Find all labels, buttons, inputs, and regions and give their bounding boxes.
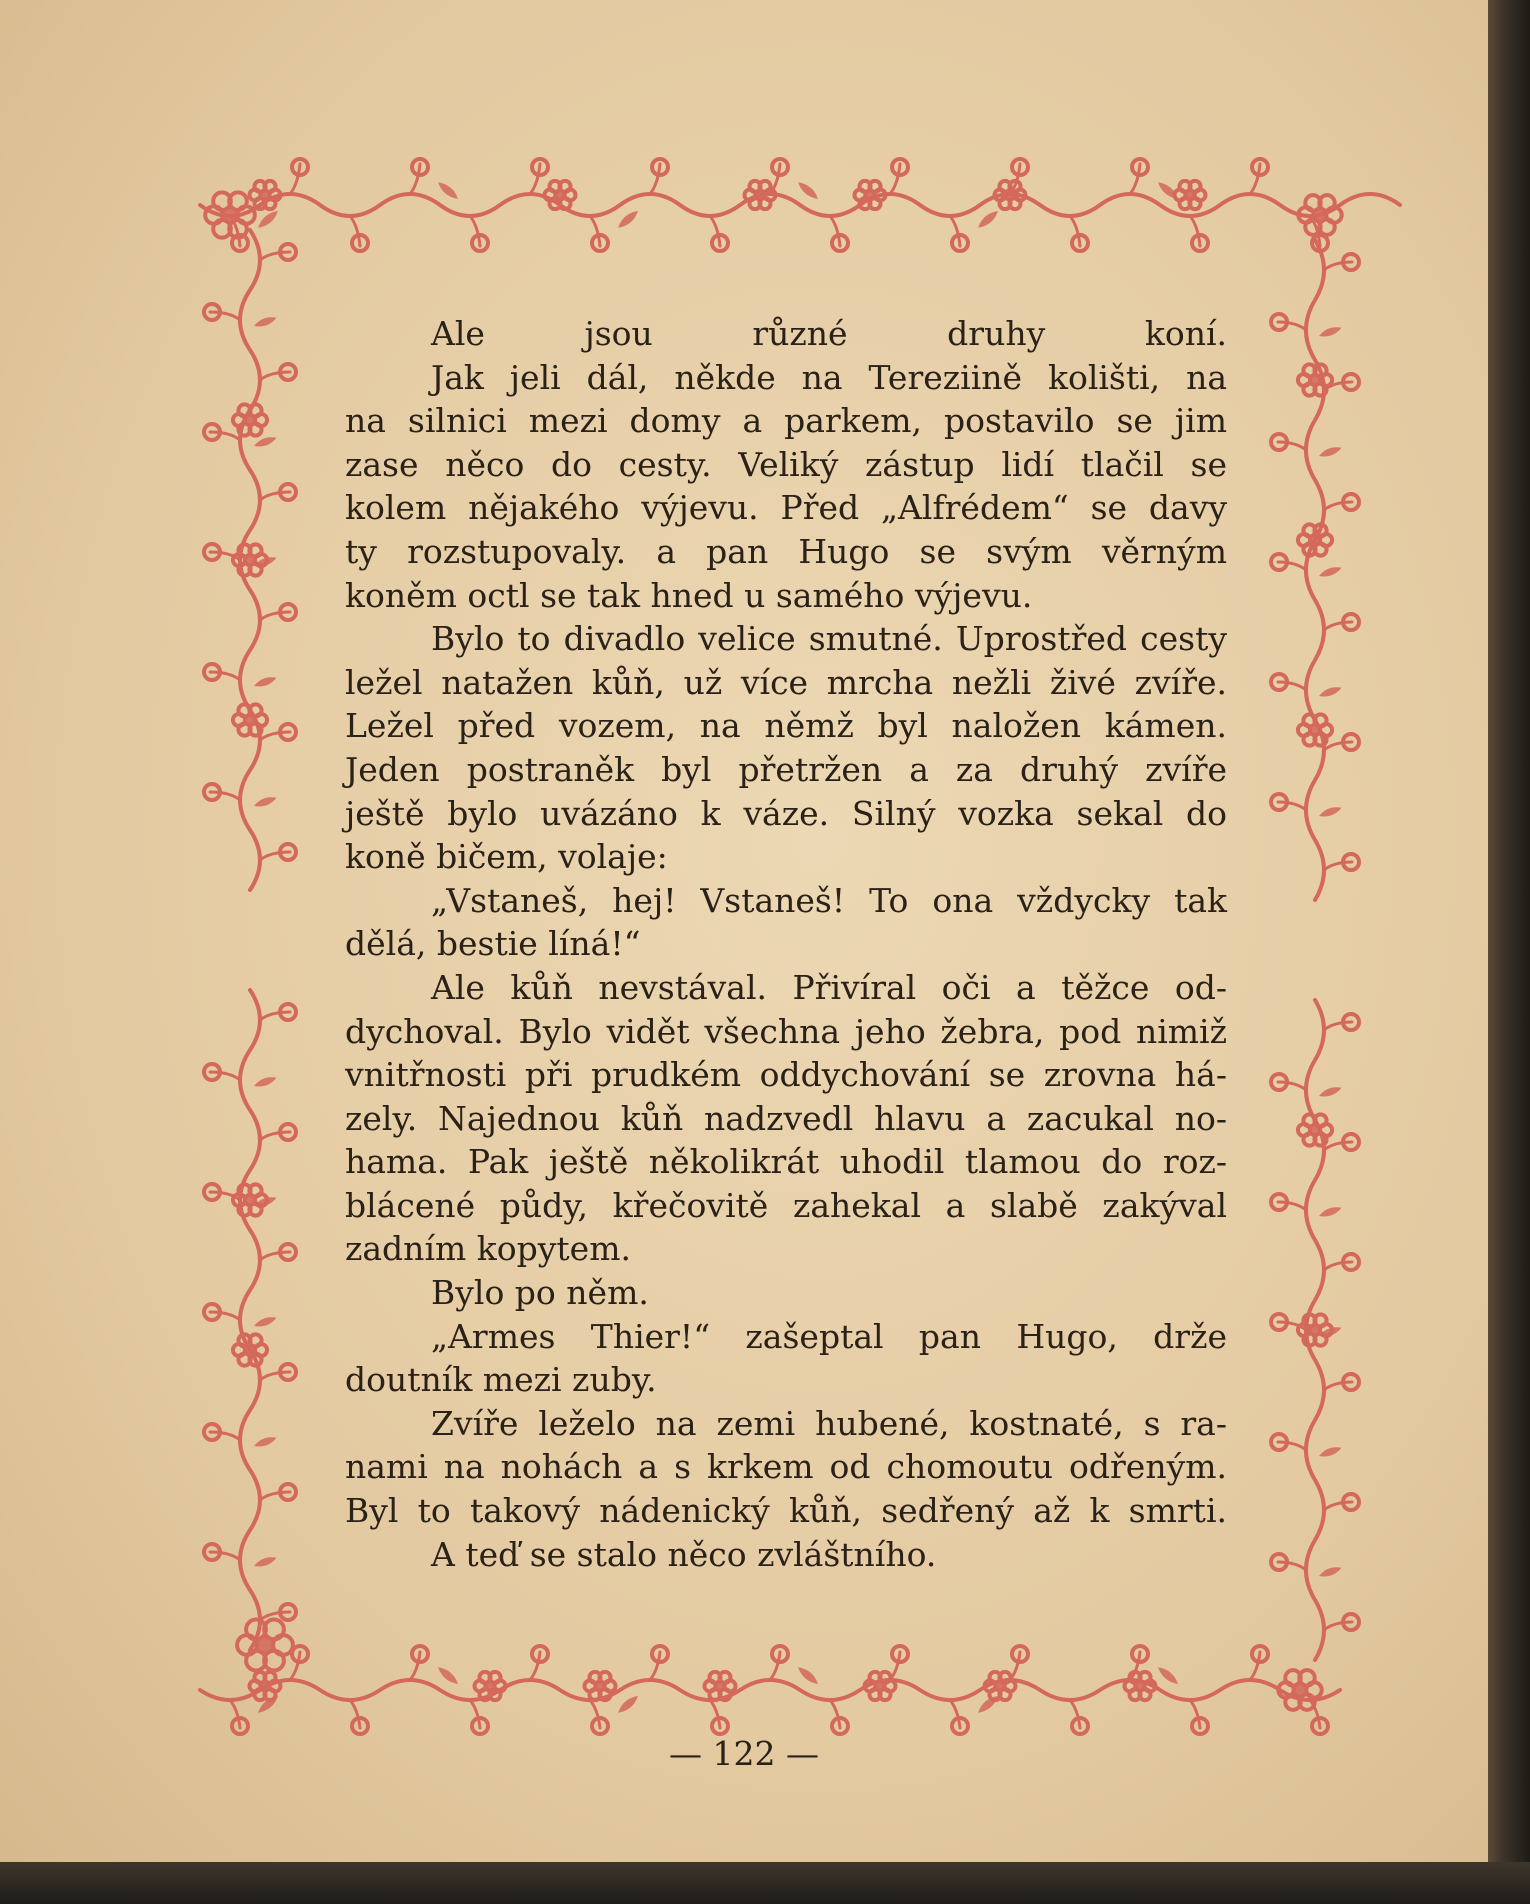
text-line: koněm octl se tak hned u samého výjevu. bbox=[345, 575, 1033, 615]
text-line: „Armes Thier!“ zašeptal pan Hugo, drže bbox=[431, 1316, 1227, 1356]
text-line: koně bičem, volaje: bbox=[345, 837, 668, 877]
text-line: na silnici mezi domy a parkem, postavilo se jim bbox=[345, 401, 1227, 441]
book-spine-shadow bbox=[1488, 0, 1530, 1904]
page-edge-shadow bbox=[0, 1862, 1530, 1904]
text-line: nami na nohách a s krkem od chomoutu odřeným. bbox=[345, 1447, 1227, 1487]
text-line: Ale jsou různé druhy koní. bbox=[431, 314, 1227, 353]
text-line: zely. Najednou kůň nadzvedl hlavu a zacukal no- bbox=[345, 1098, 1227, 1138]
text-line: Byl to takový nádenický kůň, sedřený až k smrti. bbox=[345, 1491, 1227, 1531]
text-line: ještě bylo uvázáno k váze. Silný vozka sekal do bbox=[345, 793, 1227, 833]
text-line: Bylo po něm. bbox=[431, 1273, 649, 1313]
text-line: Zvíře leželo na zemi hubené, kostnaté, s ra- bbox=[431, 1403, 1227, 1443]
text-line: ležel natažen kůň, už více mrcha nežli živé zvíře. bbox=[345, 662, 1227, 702]
text-line: Jak jeli dál, někde na Tereziině kolišti, na bbox=[431, 357, 1227, 397]
text-line: vnitřnosti při prudkém oddychování se zrovna há- bbox=[345, 1055, 1227, 1095]
text-line: doutník mezi zuby. bbox=[345, 1360, 657, 1400]
text-line: A teď se stalo něco zvláštního. bbox=[431, 1534, 937, 1574]
text-line: hama. Pak ještě několikrát uhodil tlamou do roz- bbox=[345, 1142, 1227, 1182]
text-line: dělá, bestie líná!“ bbox=[345, 924, 641, 964]
body-text bbox=[345, 312, 1227, 1576]
text-line: zase něco do cesty. Veliký zástup lidí tlačil se bbox=[345, 444, 1227, 484]
text-line: zadním kopytem. bbox=[345, 1229, 631, 1269]
page-number: — 122 — bbox=[669, 1734, 819, 1773]
text-line: Ležel před vozem, na němž byl naložen kámen. bbox=[345, 706, 1227, 746]
text-line: kolem nějakého výjevu. Před „Alfrédem“ se davy bbox=[345, 488, 1227, 528]
text-line: Jeden postraněk byl přetržen a za druhý zvíře bbox=[345, 749, 1227, 789]
text-line: blácené půdy, křečovitě zahekal a slabě zakýval bbox=[345, 1185, 1227, 1225]
text-line: Bylo to divadlo velice smutné. Uprostřed cesty bbox=[431, 619, 1227, 659]
text-line: ty rozstupovaly. a pan Hugo se svým věrným bbox=[345, 531, 1227, 571]
text-line: „Vstaneš, hej! Vstaneš! To ona vždycky tak bbox=[431, 880, 1227, 920]
text-line: dychoval. Bylo vidět všechna jeho žebra, pod nimiž bbox=[345, 1011, 1227, 1051]
text-line: Ale kůň nevstával. Přivíral oči a těžce od- bbox=[431, 967, 1227, 1007]
